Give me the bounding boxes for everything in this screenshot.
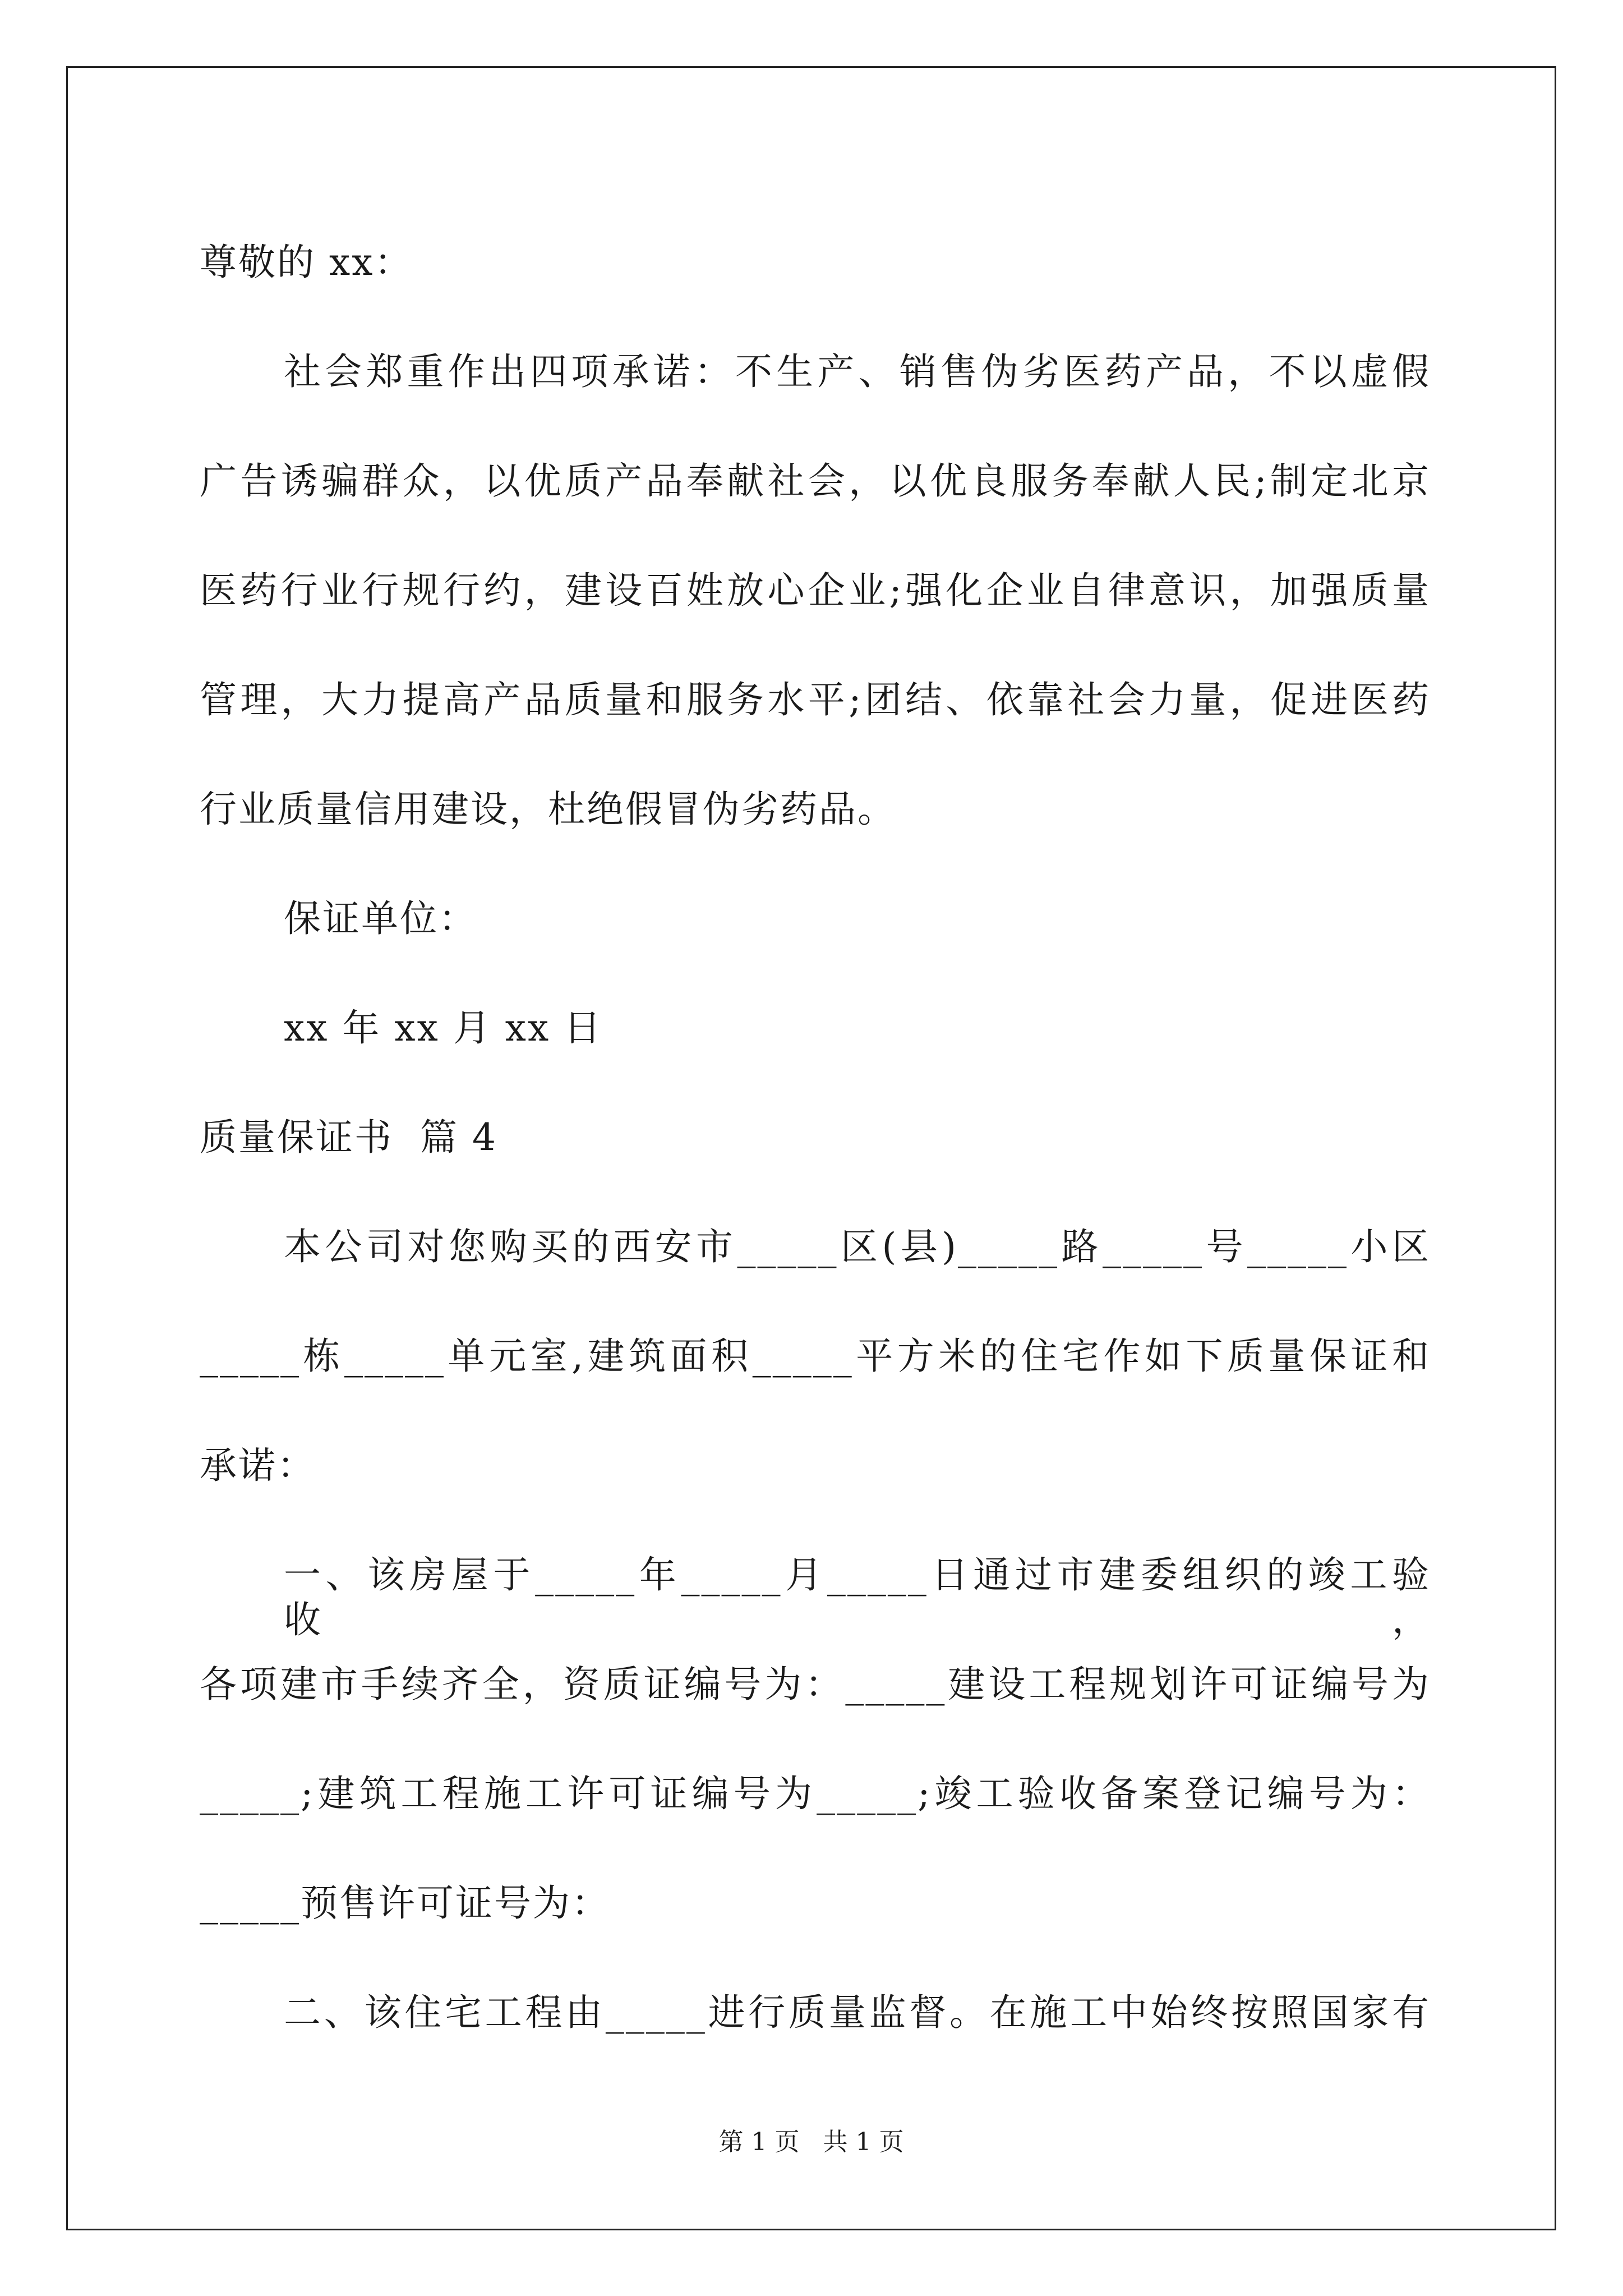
text-line: 承诺： xyxy=(200,1444,316,1487)
section-title: 质量保证书 篇 4 xyxy=(200,1116,497,1159)
text-line: 社会郑重作出四项承诺：不生产、销售伪劣医药产品，不以虚假 xyxy=(284,350,1431,393)
text-line: 医药行业行规行约，建设百姓放心企业;强化企业自律意识，加强质量 xyxy=(200,569,1431,612)
text-line: 广告诱骗群众，以优质产品奉献社会，以优良服务奉献人民;制定北京 xyxy=(200,459,1431,503)
page-footer: 第 1 页 共 1 页 xyxy=(718,2128,904,2156)
text-line: 二、该住宅工程由_____进行质量监督。在施工中始终按照国家有 xyxy=(284,1991,1431,2034)
text-line: _____;建筑工程施工许可证编号为_____;竣工验收备案登记编号为： xyxy=(200,1772,1431,1815)
text-line: _____栋_____单元室,建筑面积_____平方米的住宅作如下质量保证和 xyxy=(200,1335,1431,1378)
guarantor-label: 保证单位： xyxy=(284,897,477,940)
page-frame xyxy=(66,66,1556,2230)
text-line: 管理，大力提高产品质量和服务水平;团结、依靠社会力量，促进医药 xyxy=(200,678,1431,721)
text-line: 行业质量信用建设，杜绝假冒伪劣药品。 xyxy=(200,788,896,831)
text-line: 各项建市手续齐全，资质证编号为：_____建设工程规划许可证编号为 xyxy=(200,1663,1431,1706)
text-line: _____预售许可证号为： xyxy=(200,1881,610,1925)
salutation: 尊敬的 xx： xyxy=(200,241,413,284)
date-line: xx 年 xx 月 xx 日 xyxy=(284,1006,603,1050)
text-line: 一、该房屋于_____年_____月_____日通过市建委组织的竣工验收， xyxy=(284,1553,1431,1641)
text-line: 本公司对您购买的西安市_____区(县)_____路_____号_____小区 xyxy=(284,1225,1431,1268)
